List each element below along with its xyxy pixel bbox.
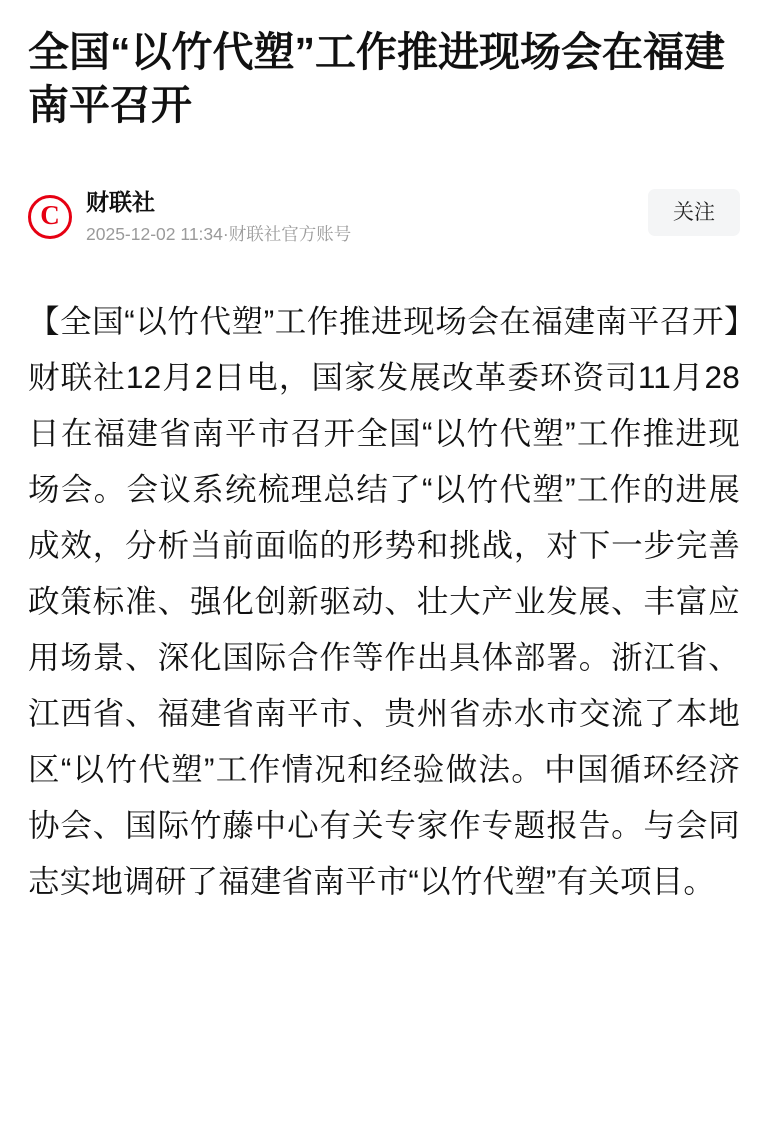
author-row (28, 187, 740, 247)
article-page (0, 26, 768, 949)
cls-logo-icon: C (40, 200, 60, 231)
article-paragraph: 【全国“以竹代塑”工作推进现场会在福建南平召开】财联社12月2日电，国家发展改革委环资司11月28日在福建省南平市召开全国“以竹代塑”工作推进现场会。会议系统梳理总结了“以竹代塑”工作的进展成效，分析当前面临的形势和挑战，对下一步完善政策标准、强化创新驱动、壮大产业发展、丰富应用场景、深化国际合作等作出具体部署。浙江省、江西省、福建省南平市、贵州省赤水市交流了本地区“以竹代塑”工作情况和经验做法。中国循环经济协会、国际竹藤中心有关专家作专题报告。与会同志实地调研了福建省南平市“以竹代塑”有关项目。 (28, 302, 740, 900)
article-body (28, 293, 740, 950)
author-info[interactable] (86, 188, 648, 246)
follow-button[interactable]: 关注 (648, 189, 740, 236)
page-title: 全国“以竹代塑”工作推进现场会在福建南平召开 (28, 29, 725, 129)
publish-meta: 2025-12-02 11:34·财联社官方账号 (86, 223, 352, 244)
avatar[interactable] (28, 195, 72, 239)
author-name[interactable]: 财联社 (86, 188, 155, 215)
